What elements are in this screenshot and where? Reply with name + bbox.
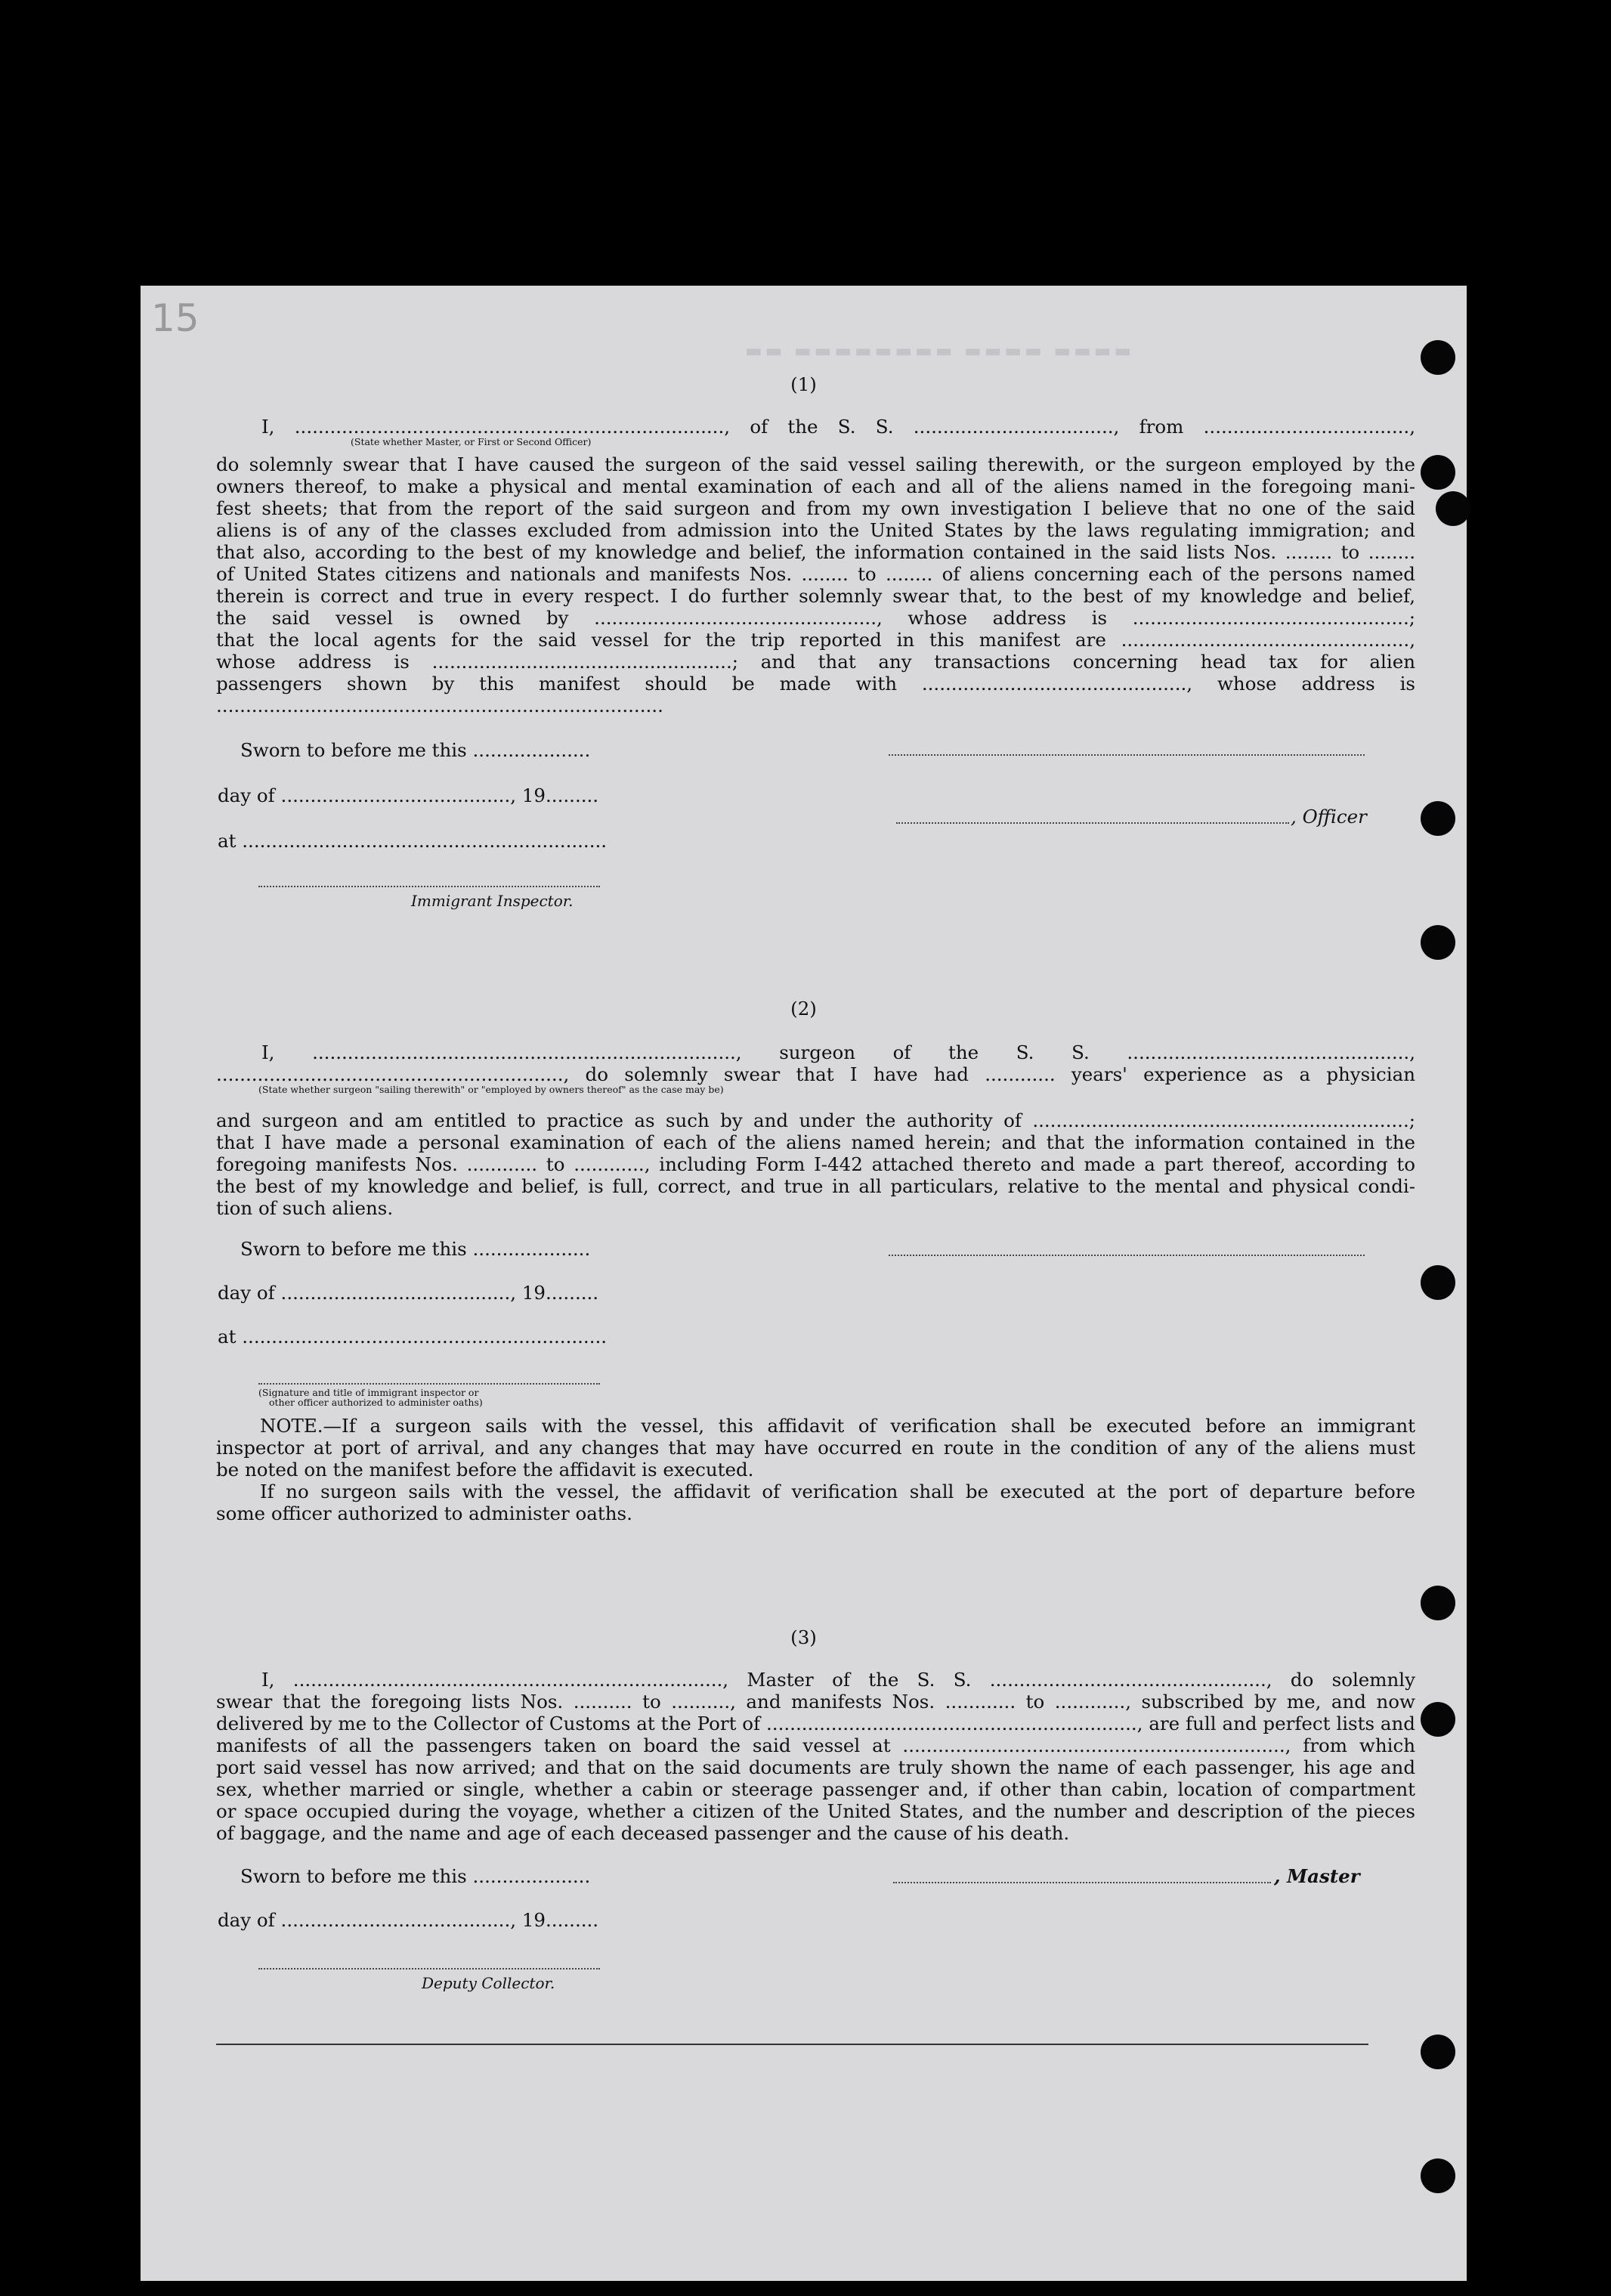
- s3-line-5: sex, whether married or single, whether a cabin or steerage passenger and, if other than cabin, location of compartment: [216, 1778, 1415, 1800]
- s2-signature-line: [889, 1255, 1365, 1256]
- ghost-header: ▬▬ ▬▬▬▬▬▬▬▬ ▬▬▬▬ ▬▬▬▬: [745, 340, 1135, 361]
- s3-master-line: [893, 1882, 1271, 1883]
- punch-hole: [1421, 2035, 1455, 2069]
- s1-officer-note: (State whether Master, or First or Second Officer): [351, 436, 592, 447]
- section-2-heading: (2): [790, 998, 817, 1020]
- s2-day: day of ......................................., 19.........: [218, 1282, 599, 1304]
- s2-inspector-line: [258, 1383, 600, 1385]
- s1-line-5: that also, according to the best of my knowledge and belief, the information contained in the said lists Nos. ........ to ........: [216, 541, 1415, 563]
- punch-hole: [1421, 340, 1455, 375]
- s1-inspector-line: [258, 886, 600, 887]
- s1-line-10: whose address is ...................................................; and that any transactions concerning head tax for alien: [216, 651, 1415, 673]
- section-1-heading: (1): [790, 373, 817, 395]
- s2-at: at ..............................................................: [218, 1326, 608, 1348]
- s1-line-4: aliens is of any of the classes excluded from admission into the United States by the laws regulating immigration; and: [216, 519, 1415, 541]
- s1-line-1: do solemnly swear that I have caused the surgeon of the said vessel sailing therewith, or the surgeon employed by the: [216, 453, 1415, 475]
- s1-line-3: fest sheets; that from the report of the said surgeon and from my own investigation I believe that no one of the said: [216, 497, 1415, 519]
- s2-state-note: (State whether surgeon "sailing therewith" or "employed by owners thereof" as the case may be): [258, 1084, 724, 1095]
- s3-day: day of ......................................., 19.........: [218, 1909, 599, 1931]
- s1-at: at ..............................................................: [218, 830, 608, 852]
- s3-line-0: I, ........................................................................., Master of the S. S. ..............................................., do solemnly: [261, 1669, 1415, 1691]
- s1-signature-line: [889, 754, 1365, 756]
- s1-line-8: the said vessel is owned by ................................................, whose address is ...............................................;: [216, 607, 1415, 629]
- s3-collector-line: [258, 1968, 600, 1970]
- s1-officer-label: , Officer: [1291, 806, 1367, 828]
- s1-line-2: owners thereof, to make a physical and mental examination of each and all of the aliens named in the foregoing mani-: [216, 475, 1415, 497]
- s1-line-12: ............................................................................: [216, 695, 663, 716]
- s1-day: day of ......................................., 19.........: [218, 784, 599, 806]
- s2-line-3: and surgeon and am entitled to practice as such by and under the authority of ................................................................;: [216, 1109, 1415, 1131]
- s2-signature-note-2: other officer authorized to administer oaths): [269, 1397, 483, 1408]
- s1-line-6: of United States citizens and nationals and manifests Nos. ........ to ........ of aliens concerning each of the persons named: [216, 563, 1415, 585]
- s3-line-7: of baggage, and the name and age of each deceased passenger and the cause of his death.: [216, 1822, 1070, 1844]
- s3-collector-label: Deputy Collector.: [422, 1974, 555, 1992]
- s2-line-2: ..........................................................., do solemnly swear that I have had ............ years' experience as a physician: [216, 1063, 1415, 1085]
- s2-note-2: be noted on the manifest before the affidavit is executed.: [216, 1459, 754, 1481]
- s2-sworn: Sworn to before me this ....................: [240, 1238, 591, 1260]
- punch-hole: [1421, 801, 1455, 836]
- s1-inspector-label: Immigrant Inspector.: [411, 892, 574, 910]
- s1-line-7: therein is correct and true in every respect. I do further solemnly swear that, to the best of my knowledge and belief,: [216, 585, 1415, 607]
- bottom-rule: [216, 2044, 1368, 2045]
- s3-line-4: port said vessel has now arrived; and that on the said documents are truly shown the name of each passenger, his age and: [216, 1756, 1415, 1778]
- s2-line-7: tion of such aliens.: [216, 1197, 394, 1219]
- punch-hole: [1421, 1265, 1455, 1300]
- s2-line-1: I, ........................................................................, surgeon of the S. S. ................................................,: [261, 1041, 1415, 1063]
- punch-hole: [1421, 455, 1455, 490]
- s2-note-4: some officer authorized to administer oaths.: [216, 1502, 632, 1524]
- s1-line-0: I, ........................................................................., of the S. S. .................................., from ...................................,: [261, 416, 1415, 438]
- manifest-page: [141, 286, 1467, 2281]
- s1-line-11: passengers shown by this manifest should be made with ............................................., whose address is: [216, 673, 1415, 695]
- s2-note-0: NOTE.—If a surgeon sails with the vessel, this affidavit of verification shall be executed before an immigrant: [260, 1415, 1415, 1437]
- s3-master-label: , Master: [1274, 1865, 1360, 1887]
- s2-line-6: the best of my knowledge and belief, is full, correct, and true in all particulars, relative to the mental and physical condi-: [216, 1175, 1415, 1197]
- s3-line-1: swear that the foregoing lists Nos. .......... to .........., and manifests Nos. ............ to ............, subscribed by me, and now: [216, 1691, 1415, 1713]
- punch-hole: [1421, 925, 1455, 960]
- section-3-heading: (3): [790, 1626, 817, 1648]
- s1-line-9: that the local agents for the said vessel for the trip reported in this manifest are .................................................,: [216, 629, 1415, 651]
- s2-line-4: that I have made a personal examination of each of the aliens named herein; and that the information contained in the: [216, 1131, 1415, 1153]
- s1-sworn: Sworn to before me this ....................: [240, 739, 591, 761]
- s2-note-1: inspector at port of arrival, and any changes that may have occurred en route in the condition of any of the aliens must: [216, 1437, 1415, 1459]
- s2-signature-note-1: (Signature and title of immigrant inspector or: [258, 1387, 479, 1398]
- punch-hole: [1421, 1702, 1455, 1737]
- s3-line-2: delivered by me to the Collector of Customs at the Port of ..............................................................., are full and perfect lists and: [216, 1713, 1415, 1734]
- punch-hole: [1436, 491, 1470, 526]
- s1-officer-line: [896, 822, 1289, 824]
- page-number: 15: [151, 296, 199, 340]
- punch-hole: [1421, 2158, 1455, 2193]
- s2-note-3: If no surgeon sails with the vessel, the affidavit of verification shall be executed at the port of departure before: [260, 1481, 1415, 1502]
- s3-line-3: manifests of all the passengers taken on board the said vessel at ................................................................., from which: [216, 1734, 1415, 1756]
- s2-line-5: foregoing manifests Nos. ............ to ............, including Form I-442 attached thereto and made a part thereof, according to: [216, 1153, 1415, 1175]
- s3-line-6: or space occupied during the voyage, whether a citizen of the United States, and the number and description of the pieces: [216, 1800, 1415, 1822]
- punch-hole: [1421, 1586, 1455, 1620]
- s3-sworn: Sworn to before me this ....................: [240, 1865, 591, 1887]
